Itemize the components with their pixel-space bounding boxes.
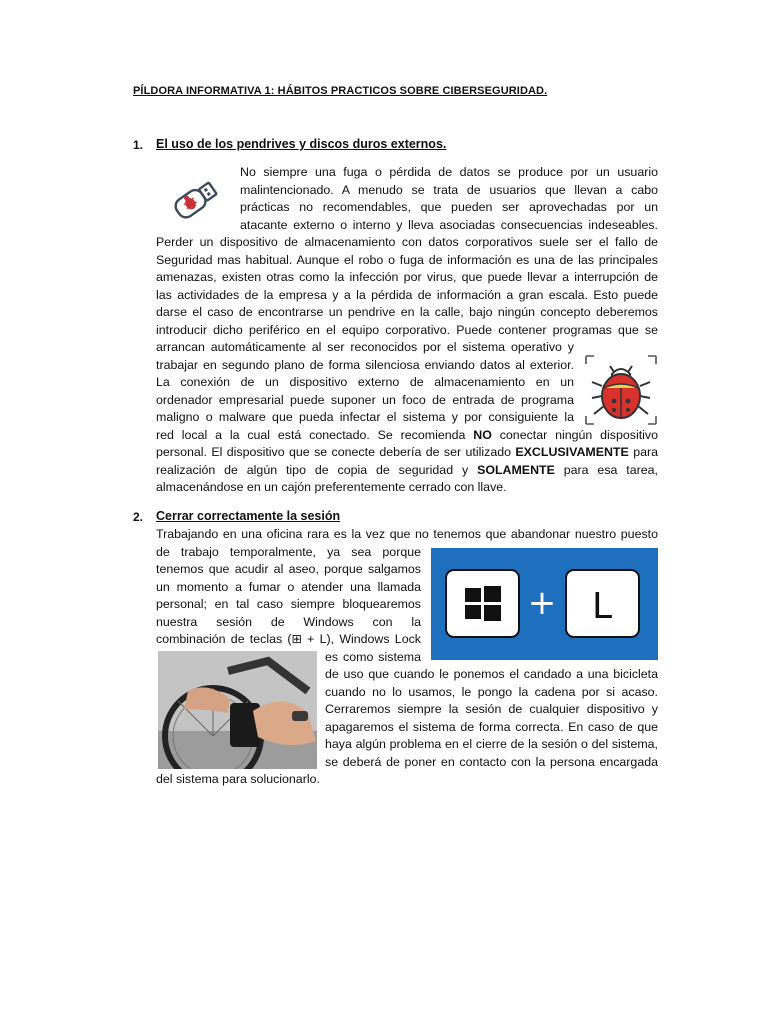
text-line: combinación de teclas (⊞ + L), Windows Lock: [156, 632, 421, 646]
text-line: las actividades de la empresa y a la pérdida de información a gran escala. Esto puede: [156, 288, 658, 302]
text-line: de uso que cuando le ponemos el candado a una bicicleta: [325, 667, 658, 681]
text-line: un momento a fumar o atender una llamada: [156, 580, 421, 594]
l-key-letter: L: [591, 586, 613, 627]
text-line: trabajar en segundo plano de forma silenciosa enviando datos al exterior.: [156, 358, 574, 372]
text-fragment: personal. El dispositivo que se conecte debería de ser utilizado: [156, 445, 511, 459]
text-line: ordenador empresarial puede suponer un foco de entrada de programa: [156, 393, 574, 407]
keys-graphic: [431, 548, 658, 660]
text-line: del sistema para solucionarlo.: [156, 772, 320, 786]
text-line: introducir dicho periférico en el equipo corporativo. Puede contener programas que se: [156, 323, 658, 337]
text-line: se deberá de poner en contacto con la persona encargada: [325, 755, 658, 769]
page-title: PÍLDORA INFORMATIVA 1: HÁBITOS PRACTICOS SOBRE CIBERSEGURIDAD.: [133, 85, 548, 97]
usb-malware-icon: [163, 172, 223, 232]
text-line: La conexión de un dispositivo externo de almacenamiento en un: [156, 375, 574, 389]
text-line: tenemos que acudir al aseo, porque salgamos: [156, 562, 421, 576]
text-line: haya algún problema en el cierre de la sesión o del sistema,: [325, 737, 658, 751]
text-line: cuando no lo usamos, le pongo la cadena por si acaso.: [325, 685, 658, 699]
windows-l-keys-image: [431, 548, 658, 660]
section-1-heading: El uso de los pendrives y discos duros externos.: [156, 137, 447, 151]
section-1-number: 1.: [133, 138, 144, 152]
text-line: es como sistema: [325, 650, 421, 664]
text-line: personal; en tal caso siempre bloquearemos: [156, 597, 421, 611]
text-fragment: red local a la cual está conectado. Se recomienda: [156, 428, 466, 442]
text-fragment: realización de algún tipo de copia de seguridad y: [156, 463, 469, 477]
keyword-no: NO: [473, 428, 492, 442]
text-line: darse el caso de encontrarse un pendrive en la calle, bajo ningún concepto deberemos: [156, 305, 658, 319]
text-line: arrancan automáticamente al ser reconocidos por el sistema operativo y: [156, 340, 574, 354]
text-fragment: para: [633, 445, 658, 459]
text-line: Perder un dispositivo de almacenamiento con datos corporativos suele ser el fallo de: [156, 235, 658, 249]
text-line: nuestra sesión de Windows con la: [156, 615, 421, 629]
text-line: [156, 427, 658, 445]
keyword-solamente: SOLAMENTE: [477, 463, 555, 477]
text-line: Trabajando en una oficina rara es la vez que no tenemos que abandonar nuestro puesto: [156, 527, 658, 541]
text-line: amenazas, existen otras como la infección por virus, que puede llevar a interrupción de: [156, 270, 658, 284]
text-line: de trabajo temporalmente, ya sea porque: [156, 545, 421, 559]
text-line: maligno o malware que pueda infectar el sistema y por consiguiente la: [156, 410, 574, 424]
keyword-exclusivamente: EXCLUSIVAMENTE: [515, 445, 629, 459]
bug-icon: [584, 354, 658, 426]
bike-lock-photo: [158, 651, 317, 769]
text-line: malintencionado. A menudo se trata de usuarios que llevan a cabo: [240, 183, 658, 197]
text-line: apagaremos el sistema de forma correcta. En caso de que: [325, 720, 658, 734]
text-line: prácticas no recomendables, que pueden ser aprovechadas por un: [240, 200, 658, 214]
section-2-heading: Cerrar correctamente la sesión: [156, 509, 341, 523]
text-line: atacante externo o interno y lleva asociadas consecuencias indeseables.: [240, 218, 658, 232]
text-line: Cerraremos siempre la sesión de cualquier dispositivo y: [325, 702, 658, 716]
text-line: [156, 444, 658, 462]
plus-sign: +: [527, 583, 557, 623]
text-line: No siempre una fuga o pérdida de datos se produce por un usuario: [240, 165, 658, 179]
text-line: almacenándose en un cajón preferentemente cerrado con llave.: [156, 480, 507, 494]
text-fragment: conectar ningún dispositivo: [499, 428, 659, 442]
text-fragment: para esa tarea,: [563, 463, 658, 477]
text-line: [156, 462, 658, 480]
section-2-number: 2.: [133, 510, 144, 524]
text-line: Seguridad mas habitual. Aunque el robo o fuga de información es una de las principales: [156, 253, 658, 267]
